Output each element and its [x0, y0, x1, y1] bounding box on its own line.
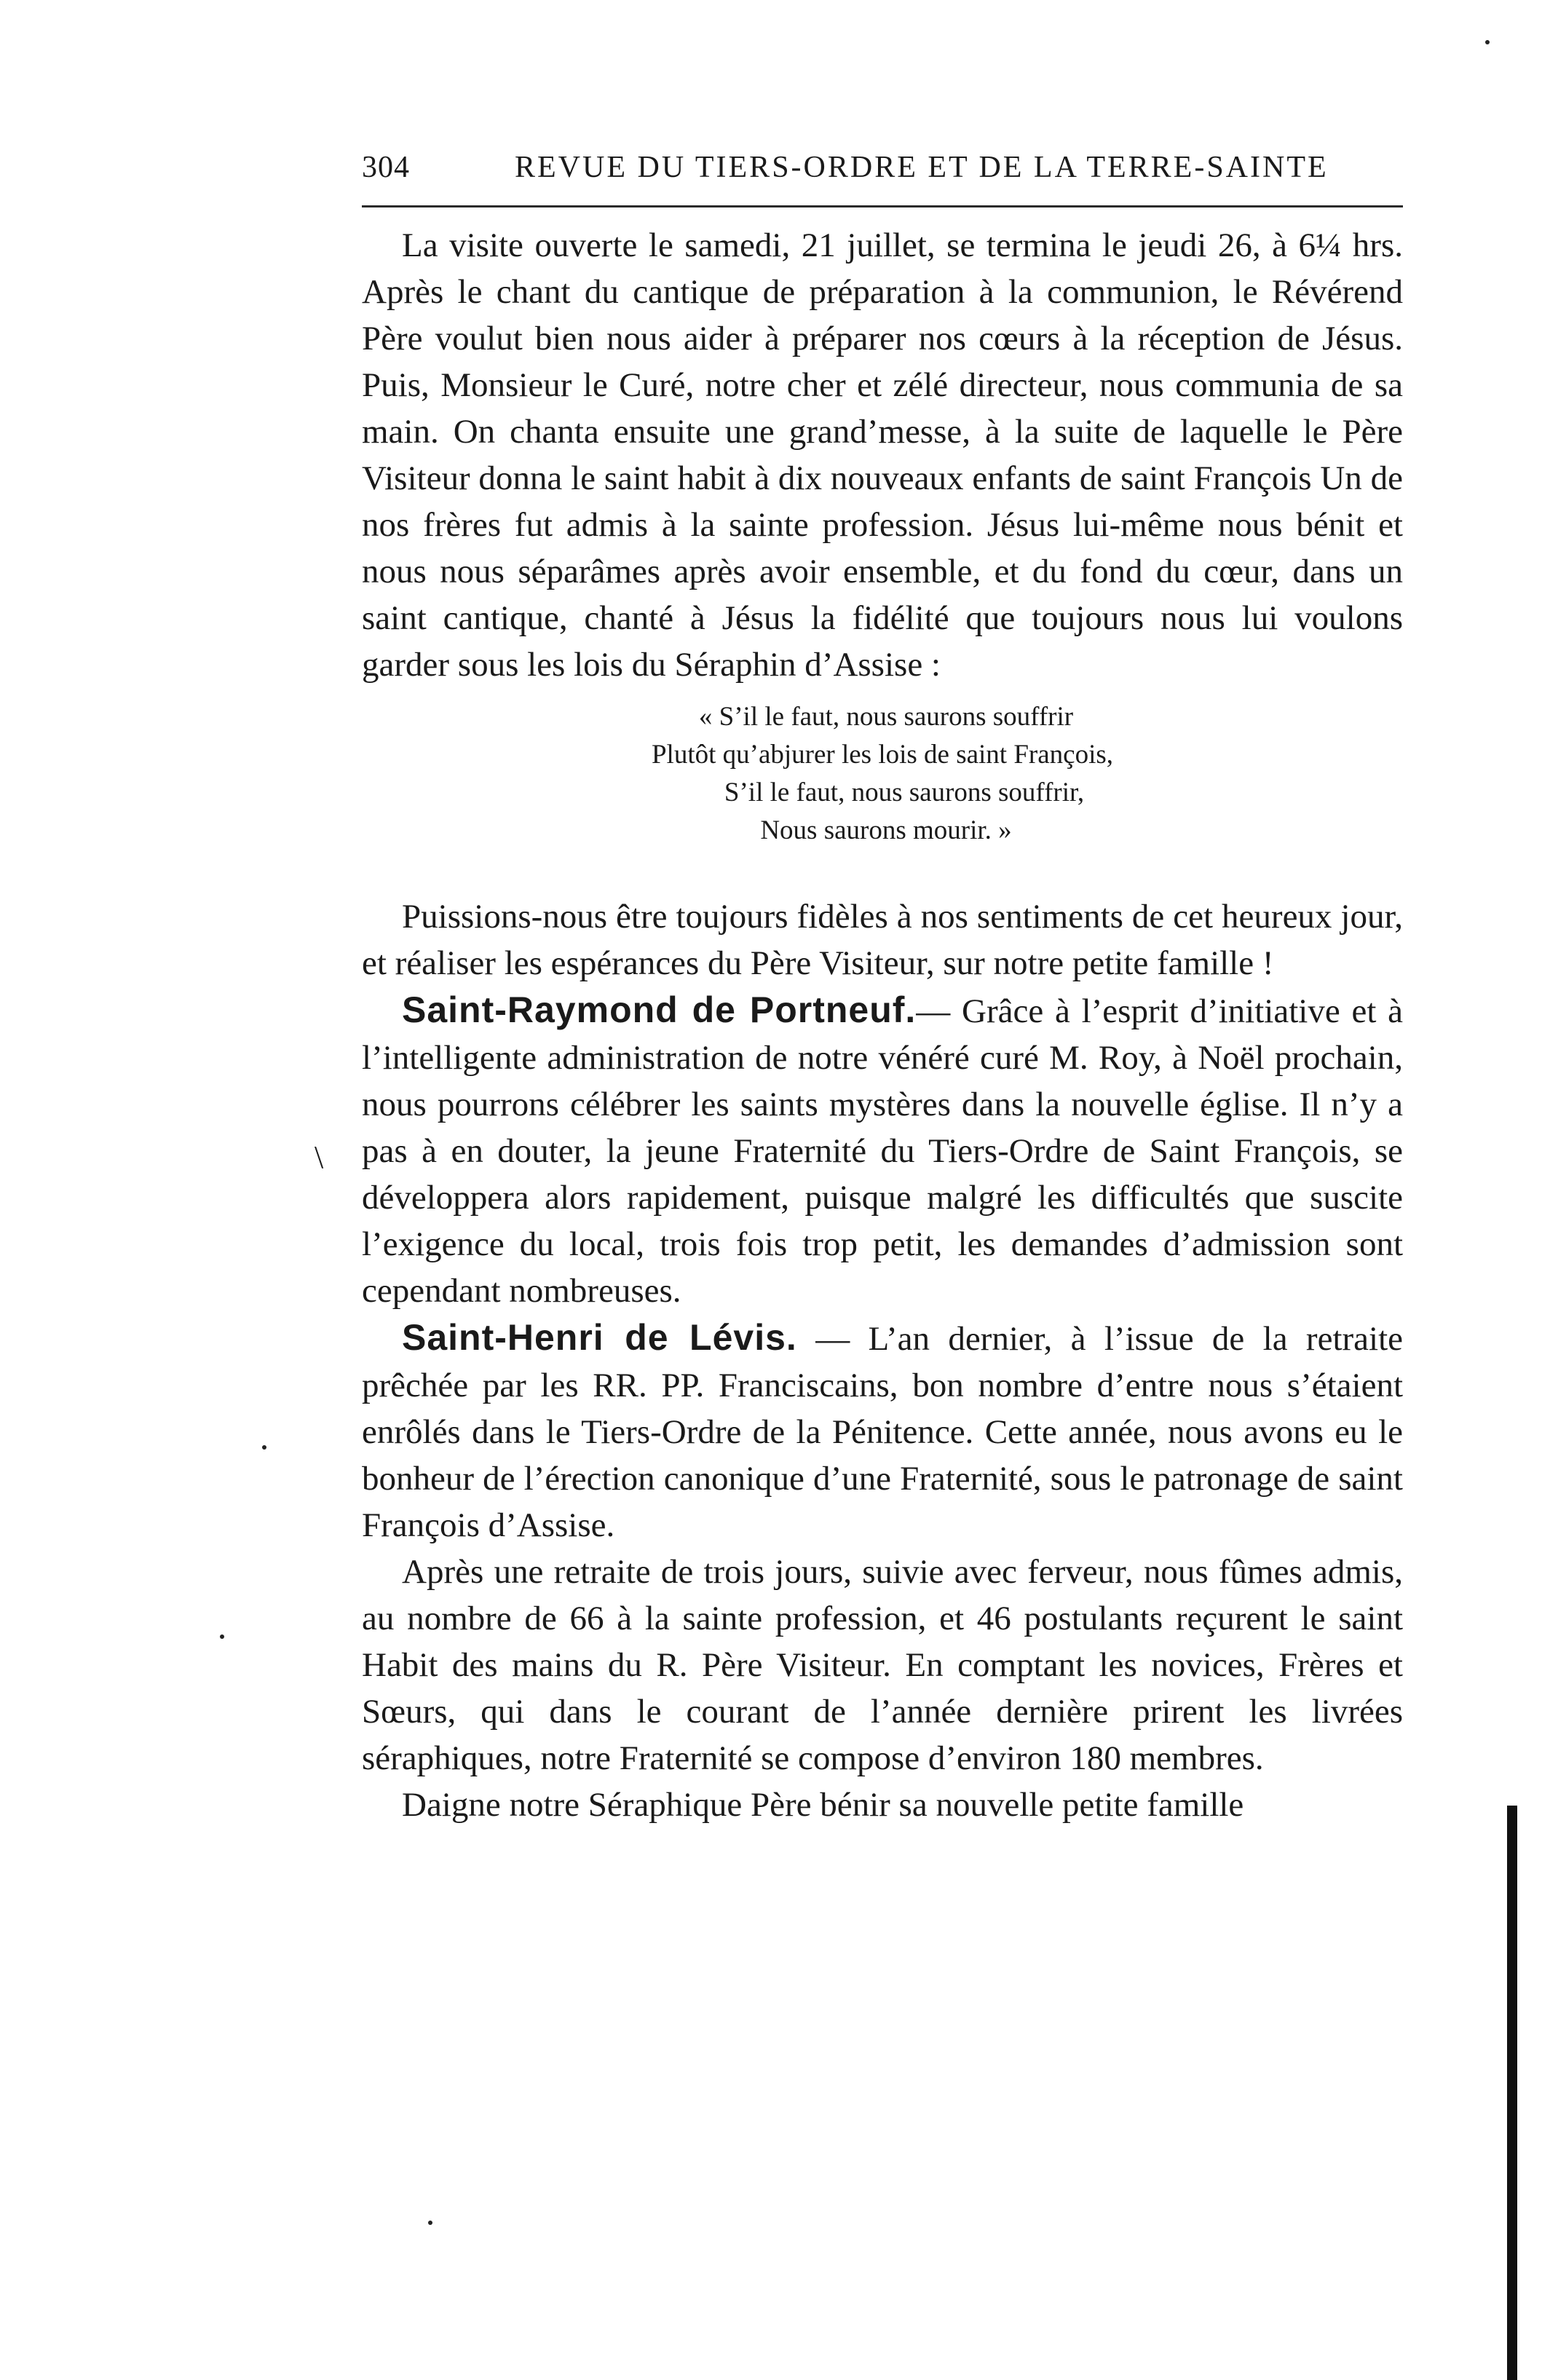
scan-speck	[220, 1634, 224, 1639]
page-number: 304	[362, 151, 410, 184]
running-title: REVUE DU TIERS-ORDRE ET DE LA TERRE-SAINTE	[515, 151, 1329, 184]
running-header	[362, 146, 1403, 189]
paragraph-saint-henri	[362, 1314, 1403, 1549]
scan-speck	[262, 1445, 266, 1450]
header-rule	[362, 205, 1403, 207]
page-body	[362, 222, 1403, 1828]
scan-speck	[1485, 40, 1490, 44]
hymn-line: « S’il le faut, nous saurons souffrir	[698, 702, 1074, 732]
section-heading-saint-raymond: Saint-Raymond de Portneuf.	[402, 989, 917, 1030]
section-heading-saint-henri: Saint-Henri de Lévis.	[402, 1317, 797, 1358]
scan-speck	[428, 2221, 432, 2225]
hymn-line: Plutôt qu’abjurer les lois de saint François,	[651, 740, 1114, 770]
paragraph-blessing: Daigne notre Séraphique Père bénir sa nouvelle petite famille	[402, 1786, 1244, 1824]
paragraph-visit: La visite ouverte le samedi, 21 juillet, se termina le jeudi 26, à 6¼ hrs. Après le chant du cantique de préparation à la communion, le Révérend Père voulut bien nous aider à préparer nos cœurs à la réception de Jésus. Puis, Monsieur le Curé, notre cher et zélé directeur, nous communia de sa main. On chanta ensuite une grand’messe, à la suite de laquelle le Père Visiteur donna le saint habit à dix nouveaux enfants de saint François Un de nos frères fut admis à la sainte profession. Jésus lui-même nous bénit et nous nous séparâmes après avoir ensemble, et du fond du cœur, dans un saint cantique, chanté à Jésus la fidélité que toujours nous lui voulons garder sous les lois du Séraphin d’Assise :	[362, 226, 1403, 684]
scan-edge-shadow	[1507, 1806, 1517, 2380]
paragraph-saint-raymond	[362, 987, 1403, 1314]
paragraph-retreat: Après une retraite de trois jours, suivie avec ferveur, nous fûmes admis, au nombre de 66 à la sainte profession, et 46 postulants reçurent le saint Habit des mains du R. Père Visiteur. En comptant les novices, Frères et Sœurs, qui dans le courant de l’année dernière prirent les livrées séraphiques, notre Fraternité se compose d’environ 180 membres.	[362, 1553, 1403, 1777]
hymn-stanza	[362, 698, 1403, 850]
section-text-saint-henri: — L’an dernier, à l’issue de la retraite prêchée par les RR. PP. Franciscains, bon nombre d’entre nous s’étaient enrôlés dans le Tiers-Ordre de la Pénitence. Cette année, nous avons eu le bonheur de l’érection canonique d’une Fraternité, sous le patronage de saint François d’Assise.	[362, 1320, 1403, 1544]
paragraph-wish: Puissions-nous être toujours fidèles à nos sentiments de cet heureux jour, et réaliser les espérances du Père Visiteur, sur notre petite famille !	[362, 898, 1403, 982]
hymn-line: Nous saurons mourir. »	[760, 815, 1012, 845]
hymn-line: S’il le faut, nous saurons souffrir,	[724, 778, 1085, 807]
spacer	[362, 864, 1403, 893]
section-text-saint-raymond: — Grâce à l’esprit d’initiative et à l’intelligente administration de notre vénéré curé M. Roy, à Noël prochain, nous pourrons célébrer les saints mystères dans la nouvelle église. Il n’y a pas à en douter, la jeune Fraternité du Tiers-Ordre de Saint François, se développera alors rapidement, puisque malgré les difficultés que suscite l’exigence du local, trois fois trop petit, les demandes d’admission sont cependant nombreuses.	[362, 992, 1403, 1310]
margin-tick-mark: \	[315, 1139, 324, 1175]
